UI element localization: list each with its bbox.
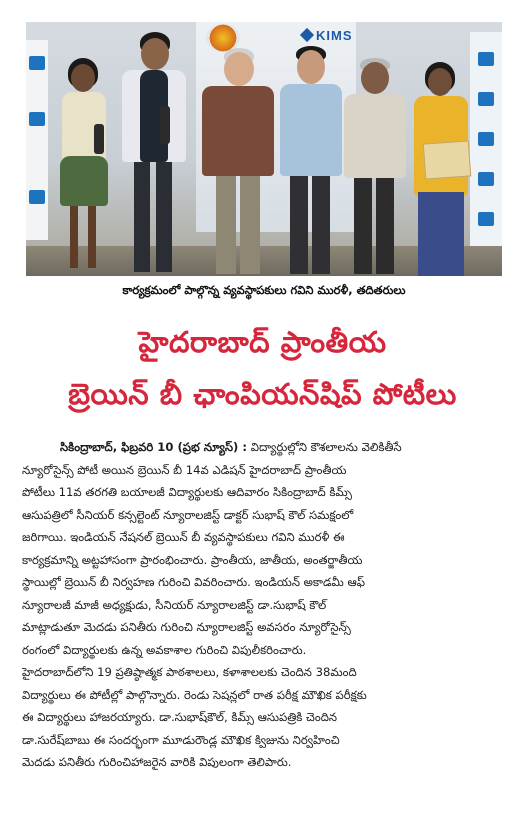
- trophy-icon: [160, 106, 170, 144]
- kims-banner-left: [26, 40, 48, 240]
- article-line: ఈ విద్యార్థులు హాజరయ్యారు. డా.సుభాష్‌కౌల్, కిమ్స్ ఆసుపత్రికి చెందిన: [22, 710, 338, 724]
- article-line: న్యూరాలజీ మాజీ అధ్యక్షుడు, సీనియర్ న్యూరాలజిస్ట్ డా.సుభాష్ కౌల్: [22, 597, 327, 612]
- person-man-blue-shirt: [278, 46, 344, 276]
- article-line: డా.సురేష్‌బాబు ఈ సందర్భంగా మూడురౌండ్ల మౌఖిక క్విజును నిర్వహించి: [22, 732, 340, 747]
- person-boy-jacket: [116, 32, 190, 276]
- kims-banner-right: [470, 32, 502, 252]
- dateline: సికింద్రాబాద్, ఫిబ్రవరి 10 (ప్రభ న్యూస్) :: [60, 440, 248, 454]
- certificate-icon: [423, 140, 471, 179]
- headline-line-1: హైదరాబాద్ ప్రాంతీయ: [138, 325, 387, 359]
- article-line: ఆసుపత్రిలో సీనియర్ కన్సల్టెంట్ న్యూరాలజిస్ట్ డాక్టర్ సుభాష్ కౌల్ సమక్షంలో: [22, 507, 354, 522]
- article-line: రంగంలో విద్యార్థులకు ఉన్న అవకాశాల గురించి విపులీకరించారు.: [22, 642, 307, 657]
- article-body: [22, 436, 506, 774]
- trophy-icon: [94, 124, 104, 154]
- person-girl-uniform: [56, 58, 116, 276]
- person-elderly-man: [342, 58, 408, 276]
- article-line: విద్యార్థులు ఈ పోటీల్లో పాల్గొన్నారు. రెండు సెషన్లలో రాత పరీక్ష మౌఖిక పరీక్షకు: [22, 687, 367, 702]
- event-photo: [26, 22, 502, 276]
- headline-line-2: బ్రెయిన్ బీ ఛాంపియన్‌షిప్ పోటీలు: [68, 377, 457, 411]
- article-line: హైదరాబాద్‌లోని 19 ప్రతిష్ఠాత్మక పాఠశాలలు, కళాశాలలకు చెందిన 38మంది: [22, 665, 357, 679]
- person-girl-yellow: [410, 62, 472, 276]
- article-line: న్యూరోసైన్స్ పోటీ అయిన బ్రెయిన్ బీ 14వ ఎడిషన్ హైదరాబాద్ ప్రాంతీయ: [22, 462, 347, 477]
- article-line: మెదడు పనితీరు గురించిహాజరైన వారికి విపులంగా తెలిపారు.: [22, 755, 292, 769]
- article-line: పోటీలు 11వ తరగతి బయాలజీ విద్యార్థులకు ఆదివారం సికింద్రాబాద్ కిమ్స్: [22, 485, 352, 499]
- person-man-floral-shirt: [200, 48, 276, 276]
- article-line: మాట్లాడుతూ మెదడు పనితీరు గురించి న్యూరాలజిస్ట్ అవసరం న్యూరోసైన్స్: [22, 620, 351, 634]
- article-line: సికింద్రాబాద్, ఫిబ్రవరి 10 (ప్రభ న్యూస్) : విద్యార్థుల్లోని కౌశలాలను వెలికితీసే: [60, 440, 402, 454]
- kims-logo: KIMS: [302, 28, 353, 43]
- article-line: జరిగాయి. ఇండియన్ నేషనల్ బ్రెయిన్ బీ వ్యవస్థాపకులు గవిని మురళీ ఈ: [22, 530, 345, 544]
- photo-caption: కార్యక్రమంలో పాల్గొన్న వ్యవస్థాపకులు గవిని మురళీ, తదితరులు: [122, 283, 406, 297]
- article-line: స్థాయిల్లో బ్రెయిన్ బీ నిర్వహణ గురించి వివరించారు. ఇండియన్ అకాడమీ ఆఫ్: [22, 575, 366, 589]
- article-line: కార్యక్రమాన్ని అట్టహాసంగా ప్రారంభించారు. ప్రాంతీయ, జాతీయ, అంతర్జాతీయ: [22, 552, 363, 567]
